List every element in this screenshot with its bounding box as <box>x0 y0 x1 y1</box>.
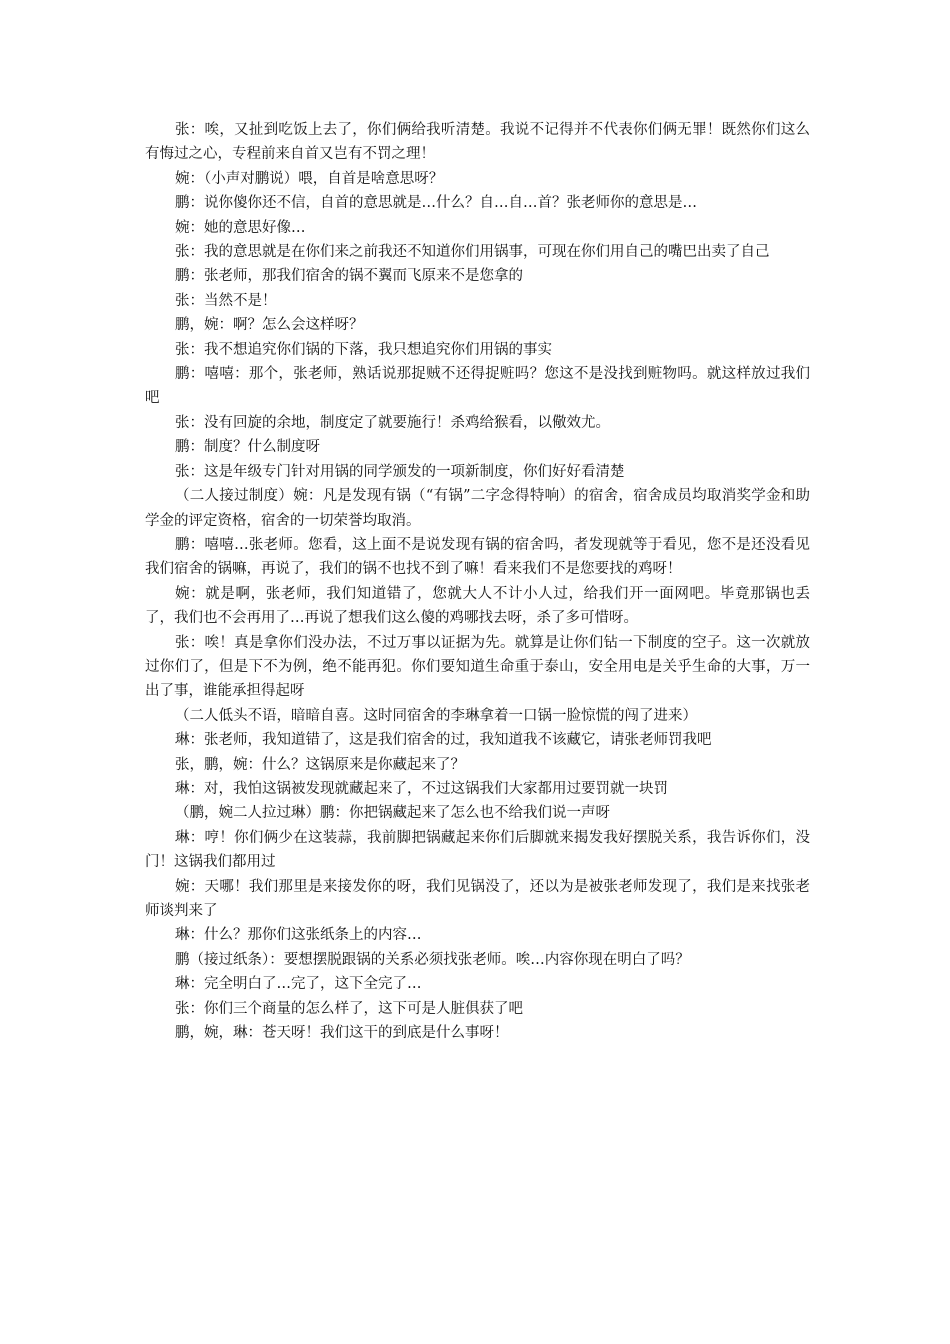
paragraph: 张：这是年级专门针对用锅的同学颁发的一项新制度，你们好好看清楚 <box>175 463 625 480</box>
paragraph: 婉：（小声对鹏说）喂，自首是啥意思呀？ <box>175 170 444 187</box>
paragraph: 鹏：制度？什么制度呀 <box>175 439 320 456</box>
paragraph: 琳：对，我怕这锅被发现就藏起来了，不过这锅我们大家都用过要罚就一块罚 <box>175 780 668 797</box>
paragraph: 琳：张老师，我知道错了，这是我们宿舍的过，我知道我不该藏它，请张老师罚我吧 <box>175 732 712 749</box>
paragraph: 鹏，婉，琳：苍天呀！我们这干的到底是什么事呀！ <box>175 1025 509 1042</box>
paragraph: 鹏（接过纸条）：要想摆脱跟锅的关系必须找张老师。唉…内容你现在明白了吗？ <box>175 951 690 968</box>
paragraph: （二人低头不语，暗暗自喜。这时同宿舍的李琳拿着一口锅一脸惊慌的闯了进来） <box>175 707 697 724</box>
paragraph: 张：当然不是！ <box>175 292 277 309</box>
paragraph: 鹏：张老师，那我们宿舍的锅不翼而飞原来不是您拿的 <box>175 268 523 285</box>
paragraph: 鹏，婉：啊？怎么会这样呀？ <box>175 317 364 334</box>
paragraph: 张：没有回旋的余地，制度定了就要施行！杀鸡给猴看，以儆效尤。 <box>175 414 610 431</box>
paragraph: 张，鹏，婉：什么？这锅原来是你藏起来了？ <box>175 756 465 773</box>
paragraph: 鹏：嘻嘻…张老师。您看，这上面不是说发现有锅的宿舍吗，者发现就等于看见，您不是还没看见我们宿舍的锅嘛，再说了，我们的锅不也找不到了嘛！看来我们不是您要找的鸡呀！ <box>145 536 810 578</box>
paragraph: 琳：哼！你们俩少在这装蒜，我前脚把锅藏起来你们后脚就来揭发我好摆脱关系，我告诉你们，没门！这锅我们都用过 <box>145 829 810 871</box>
paragraph: 婉：就是啊，张老师，我们知道错了，您就大人不计小人过，给我们开一面网吧。毕竟那锅也丢了，我们也不会再用了…再说了想我们这么傻的鸡哪找去呀，杀了多可惜呀。 <box>145 585 810 627</box>
paragraph: 琳：什么？那你们这张纸条上的内容… <box>175 927 422 944</box>
paragraph: （鹏，婉二人拉过琳）鹏：你把锅藏起来了怎么也不给我们说一声呀 <box>175 805 610 822</box>
paragraph: 张：唉，又扯到吃饭上去了，你们俩给我听清楚。我说不记得并不代表你们俩无罪！既然你们这么有悔过之心，专程前来自首又岂有不罚之理！ <box>145 122 810 163</box>
paragraph: 琳：完全明白了…完了，这下全完了… <box>175 976 422 993</box>
paragraph: 鹏：嘻嘻：那个，张老师，熟话说那捉贼不还得捉赃吗？您这不是没找到赃物吗。就这样放过我们吧 <box>145 366 810 407</box>
paragraph: 婉：天哪！我们那里是来接发你的呀，我们见锅没了，还以为是被张老师发现了，我们是来找张老师谈判来了 <box>145 878 810 919</box>
paragraph: 张：你们三个商量的怎么样了，这下可是人脏俱获了吧 <box>175 1000 523 1017</box>
paragraph: 张：我的意思就是在你们来之前我还不知道你们用锅事，可现在你们用自己的嘴巴出卖了自己 <box>175 244 770 261</box>
document-body <box>145 118 810 1045</box>
paragraph: （二人接过制度）婉：凡是发现有锅（“有锅”二字念得特响）的宿舍，宿舍成员均取消奖学金和助学金的评定资格，宿舍的一切荣誉均取消。 <box>145 488 810 529</box>
paragraph: 婉：她的意思好像… <box>175 219 306 236</box>
paragraph: 张：唉！真是拿你们没办法，不过万事以证据为先。就算是让你们钻一下制度的空子。这一次就放过你们了，但是下不为例，绝不能再犯。你们要知道生命重于泰山，安全用电是关乎生命的大事，万一出了事，谁能承担得起呀 <box>145 634 810 700</box>
paragraph: 张：我不想追究你们锅的下落，我只想追究你们用锅的事实 <box>175 341 552 358</box>
paragraph: 鹏：说你傻你还不信，自首的意思就是…什么？自…自…首？张老师你的意思是… <box>175 195 697 212</box>
